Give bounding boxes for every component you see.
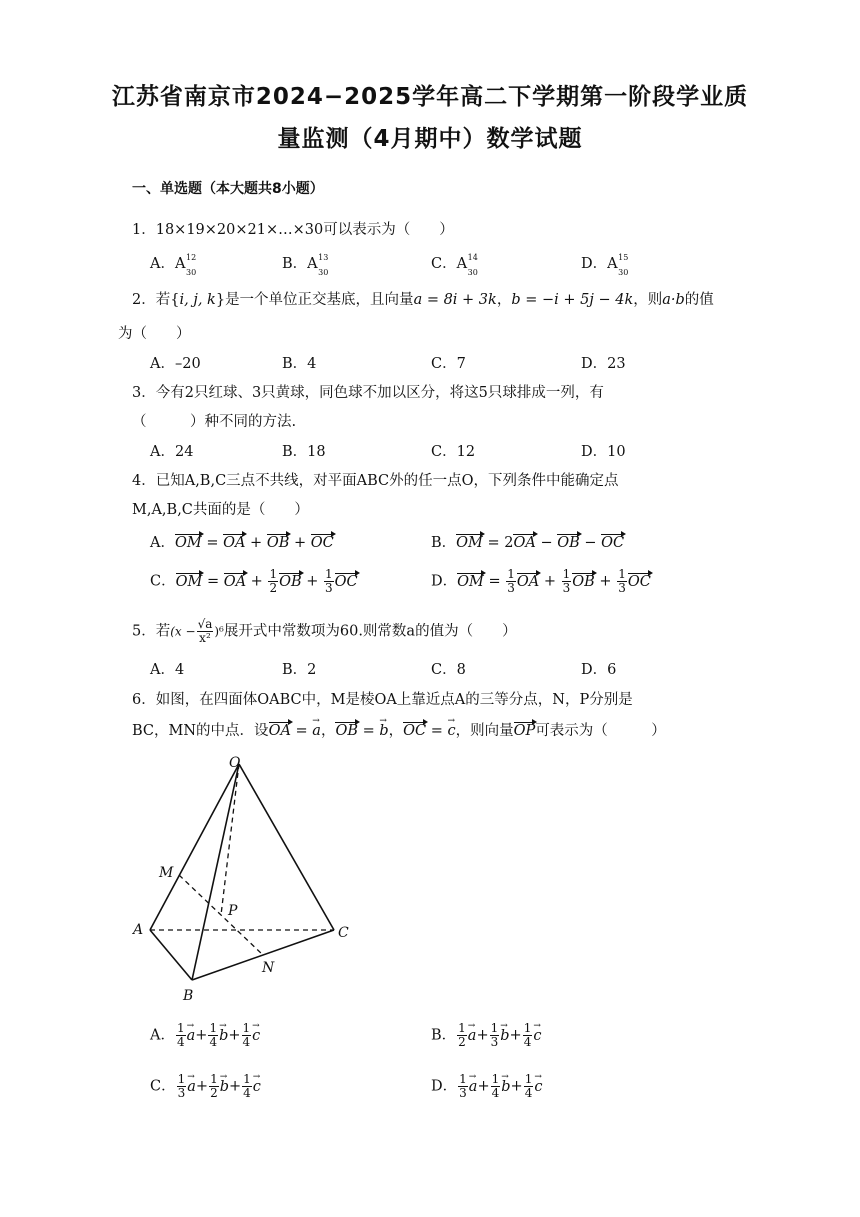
question-1-stem: 1．18×19×20×21×…×30可以表示为（ ） [132, 222, 454, 238]
edge-oc [239, 764, 334, 930]
label-a: A [133, 922, 144, 938]
label-c: C [338, 925, 349, 941]
q5-option-a: A．4 [150, 662, 185, 678]
q4-option-d: D．OM = $\frac{1}{3}$ OA + $\frac{1}{3}$ OB + $\frac{1}{3}$ OC [431, 567, 651, 595]
edge-oa [150, 764, 239, 930]
label-m: M [159, 865, 174, 881]
q6-option-a: A． $\frac{1}{4}$ a →+ $\frac{1}{4}$ b →+ $\frac{1}{4}$ c → [150, 1022, 260, 1049]
q6-option-d: D． $\frac{1}{3}$ a →+ $\frac{1}{4}$ b →+ $\frac{1}{4}$ c → [431, 1073, 542, 1100]
q2-option-a: A．–20 [150, 356, 201, 372]
q4-option-b: B．OM = 2OA − OB − OC [431, 535, 625, 551]
question-2-stem: 2．若{i, j, k}是一个单位正交基底，且向量a = 8i + 3k，b = −i + 5j − 4k，则a·b的值 [132, 292, 714, 308]
q3-option-a: A．24 [150, 444, 194, 460]
question-4-stem-line2: M,A,B,C共面的是（ ） [132, 502, 309, 518]
q5-option-b: B．2 [282, 662, 317, 678]
q3-option-d: D．10 [581, 444, 626, 460]
q1-option-c: C．A 14 30 [431, 253, 478, 277]
exam-title-line2: 量监测（4月期中）数学试题 [277, 126, 583, 152]
edge-ab [150, 930, 192, 980]
q5-option-d: D．6 [581, 662, 617, 678]
q4-option-a: A．OM = OA + OB + OC [150, 535, 334, 551]
question-2-stem-line2: 为（ ） [118, 326, 191, 342]
question-5-stem: 5．若(x − $\frac{√a}{\text{x²}}$ )⁶展开式中常数项为60.则常数a的值为（ ） [132, 617, 517, 645]
q6-option-c: C． $\frac{1}{3}$ a →+ $\frac{1}{2}$ b →+ $\frac{1}{4}$ c → [150, 1073, 261, 1100]
segment-mn [179, 875, 263, 955]
q2-option-b: B．4 [282, 356, 317, 372]
label-o: O [229, 755, 241, 771]
question-4-stem: 4．已知A,B,C三点不共线，对平面ABC外的任一点O，下列条件中能确定点 [132, 473, 619, 489]
question-6-stem-line2: BC，MN的中点．设OA = a →，OB = b →，OC = c →，则向量OP可表示为（ ） [132, 721, 666, 741]
question-3-stem: 3．今有2只红球、3只黄球，同色球不加以区分，将这5只球排成一列，有 [132, 385, 604, 401]
q6-option-b: B． $\frac{1}{2}$ a →+ $\frac{1}{3}$ b →+ $\frac{1}{4}$ c → [431, 1022, 541, 1049]
q2-option-c: C．7 [431, 356, 466, 372]
q3-option-c: C．12 [431, 444, 476, 460]
tetrahedron-figure [125, 748, 365, 1008]
question-6-stem: 6．如图，在四面体OABC中，M是棱OA上靠近点A的三等分点，N，P分别是 [132, 692, 633, 708]
label-b: B [183, 988, 194, 1004]
segment-op [221, 764, 239, 915]
section-heading: 一、单选题（本大题共8小题） [132, 181, 324, 197]
q1-option-a: A．A 12 30 [150, 253, 197, 277]
question-3-stem-line2: （ ）种不同的方法. [132, 414, 297, 430]
q5-option-c: C．8 [431, 662, 466, 678]
q4-option-c: C．OM = OA + $\frac{1}{2}$ OB + $\frac{1}{3}$ OC [150, 567, 358, 595]
q2-option-d: D．23 [581, 356, 626, 372]
q1-option-d: D．A 15 30 [581, 253, 629, 277]
q1-option-b: B．A 13 30 [282, 253, 329, 277]
edge-ob [192, 764, 239, 980]
label-n: N [262, 960, 275, 976]
q3-option-b: B．18 [282, 444, 326, 460]
exam-title-line1: 江苏省南京市2024−2025学年高二下学期第一阶段学业质 [111, 84, 749, 110]
label-p: P [228, 903, 238, 919]
